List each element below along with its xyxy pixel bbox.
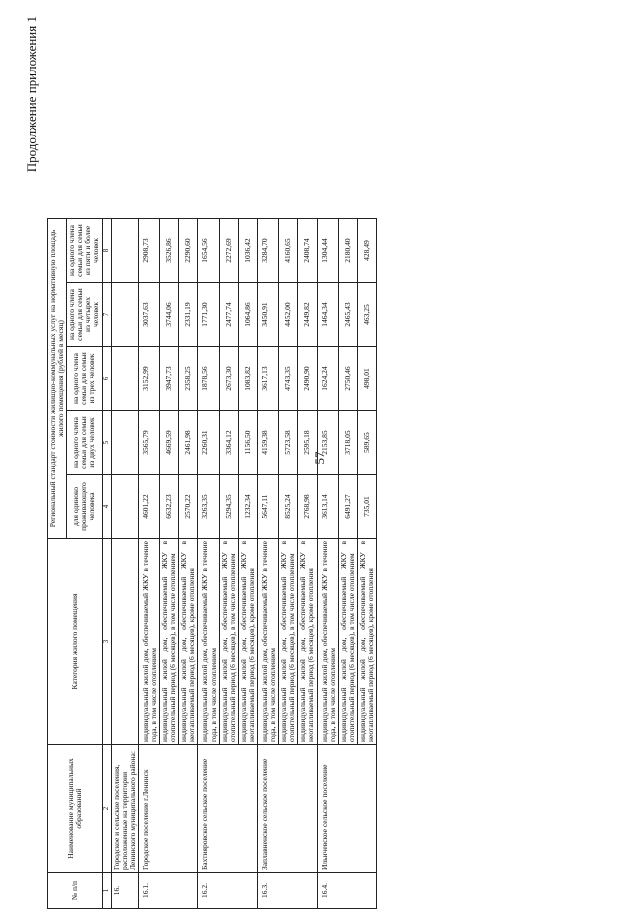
standard-value: 498,01 bbox=[357, 347, 376, 411]
standard-value: 2260,31 bbox=[198, 411, 219, 475]
standard-value: 4669,59 bbox=[160, 411, 179, 475]
municipality-name: Городское поселение г.Ленинск bbox=[138, 745, 198, 873]
table-row bbox=[317, 219, 338, 909]
standard-value: 2477,74 bbox=[219, 283, 238, 347]
standard-value: 2490,90 bbox=[298, 347, 317, 411]
standard-value: 1654,56 bbox=[198, 219, 219, 283]
standard-value: 5723,58 bbox=[279, 411, 298, 475]
header-sub-4: для одиноко проживающего человека bbox=[67, 475, 102, 539]
housing-category: индивидуальный жилой дом, обеспечиваемый ЖКУ в неотапливаемый период (6 месяцев), кроме отопления bbox=[238, 539, 257, 745]
row-num: 16.4. bbox=[317, 873, 377, 909]
standard-value: 1878,56 bbox=[198, 347, 219, 411]
standard-value: 2595,18 bbox=[298, 411, 317, 475]
standard-value: 2673,30 bbox=[219, 347, 238, 411]
standard-value: 2768,98 bbox=[298, 475, 317, 539]
standard-value: 4601,22 bbox=[138, 475, 159, 539]
standard-value: 5294,35 bbox=[219, 475, 238, 539]
standard-value: 463,25 bbox=[357, 283, 376, 347]
standard-value: 3037,63 bbox=[138, 283, 159, 347]
housing-category: индивидуальный жилой дом, обеспечиваемый ЖКУ в течение года, в том числе отоплением bbox=[138, 539, 159, 745]
section-row bbox=[111, 219, 138, 909]
standard-value: 3526,86 bbox=[160, 219, 179, 283]
row-num: 16.2. bbox=[198, 873, 258, 909]
header-col-number: 4 bbox=[102, 475, 111, 539]
standard-value: 2272,69 bbox=[219, 219, 238, 283]
standard-value: 3152,99 bbox=[138, 347, 159, 411]
header-sub-6: на одного члена семьи для семьи из трех человек bbox=[67, 347, 102, 411]
standard-value: 2449,82 bbox=[298, 283, 317, 347]
page-number: 57 bbox=[312, 451, 327, 465]
municipality-name: Заплавненское сельское поселение bbox=[257, 745, 317, 873]
empty-cell bbox=[111, 539, 138, 745]
standard-value: 2750,46 bbox=[338, 347, 357, 411]
standard-value: 428,49 bbox=[357, 219, 376, 283]
standard-value: 1464,34 bbox=[317, 283, 338, 347]
section-name: Городское и сельские поселения, расположенные на территории Ленинского муниципального района: bbox=[111, 745, 138, 873]
empty-cell bbox=[111, 475, 138, 539]
standard-value: 1771,30 bbox=[198, 283, 219, 347]
header-col-number: 2 bbox=[102, 745, 111, 873]
header-num: № п/п bbox=[48, 873, 103, 909]
standard-value: 3718,05 bbox=[338, 411, 357, 475]
header-col-number: 5 bbox=[102, 411, 111, 475]
standard-value: 1083,82 bbox=[238, 347, 257, 411]
housing-category: индивидуальный жилой дом, обеспечиваемый ЖКУ в неотапливаемый период (6 месяцев), кроме отопления bbox=[179, 539, 198, 745]
standard-value: 735,01 bbox=[357, 475, 376, 539]
standard-value: 2358,25 bbox=[179, 347, 198, 411]
standard-value: 4743,35 bbox=[279, 347, 298, 411]
housing-category: индивидуальный жилой дом, обеспечиваемый ЖКУ в отопительный период (6 месяцев), в том числе отоплением bbox=[338, 539, 357, 745]
standard-value: 2908,73 bbox=[138, 219, 159, 283]
header-group: Региональный стандарт стоимости жилищно-коммунальных услуг на нормативную площадь жилого помещения (рублей в месяц) bbox=[48, 219, 67, 539]
header-col-number: 6 bbox=[102, 347, 111, 411]
header-col-number: 3 bbox=[102, 539, 111, 745]
housing-category: индивидуальный жилой дом, обеспечиваемый ЖКУ в течение года, в том числе отоплением bbox=[257, 539, 278, 745]
row-num: 16.3. bbox=[257, 873, 317, 909]
table-row bbox=[138, 219, 159, 909]
municipality-name: Бахтияровское сельское поселение bbox=[198, 745, 258, 873]
standard-value: 1064,86 bbox=[238, 283, 257, 347]
housing-category: индивидуальный жилой дом, обеспечиваемый ЖКУ в неотапливаемый период (6 месяцев), кроме отопления bbox=[357, 539, 376, 745]
standard-value: 3450,91 bbox=[257, 283, 278, 347]
empty-cell bbox=[111, 347, 138, 411]
section-num: 16. bbox=[111, 873, 138, 909]
standard-value: 3744,06 bbox=[160, 283, 179, 347]
standard-value: 6632,23 bbox=[160, 475, 179, 539]
standard-value: 1036,42 bbox=[238, 219, 257, 283]
standard-value: 3613,14 bbox=[317, 475, 338, 539]
standard-value: 3284,70 bbox=[257, 219, 278, 283]
standard-value: 3364,12 bbox=[219, 411, 238, 475]
standard-value: 4160,65 bbox=[279, 219, 298, 283]
table-row bbox=[198, 219, 219, 909]
empty-cell bbox=[111, 219, 138, 283]
standard-value: 3565,79 bbox=[138, 411, 159, 475]
tariff-table bbox=[47, 218, 377, 909]
header-col-number: 1 bbox=[102, 873, 111, 909]
standard-value: 2408,74 bbox=[298, 219, 317, 283]
header-col-number: 7 bbox=[102, 283, 111, 347]
housing-category: индивидуальный жилой дом, обеспечиваемый ЖКУ в течение года, в том числе отоплением bbox=[198, 539, 219, 745]
housing-category: индивидуальный жилой дом, обеспечиваемый ЖКУ в отопительный период (6 месяцев), в том числе отоплением bbox=[219, 539, 238, 745]
standard-value: 1624,24 bbox=[317, 347, 338, 411]
standard-value: 2465,43 bbox=[338, 283, 357, 347]
header-sub-5: на одного члена семьи для семьи из двух человек bbox=[67, 411, 102, 475]
standard-value: 4159,38 bbox=[257, 411, 278, 475]
standard-value: 3947,73 bbox=[160, 347, 179, 411]
header-col-number: 8 bbox=[102, 219, 111, 283]
empty-cell bbox=[111, 411, 138, 475]
municipality-name: Ильичевское сельское поселение bbox=[317, 745, 377, 873]
standard-value: 5647,11 bbox=[257, 475, 278, 539]
housing-category: индивидуальный жилой дом, обеспечиваемый ЖКУ в отопительный период (6 месяцев), в том числе отоплением bbox=[279, 539, 298, 745]
standard-value: 589,65 bbox=[357, 411, 376, 475]
standard-value: 8525,24 bbox=[279, 475, 298, 539]
standard-value: 1232,34 bbox=[238, 475, 257, 539]
standard-value: 2290,60 bbox=[179, 219, 198, 283]
standard-value: 2461,98 bbox=[179, 411, 198, 475]
standard-value: 6491,27 bbox=[338, 475, 357, 539]
continuation-label: Продолжение приложения 1 bbox=[24, 16, 39, 173]
standard-value: 2331,19 bbox=[179, 283, 198, 347]
housing-category: индивидуальный жилой дом, обеспечиваемый ЖКУ в отопительный период (6 месяцев), в том числе отоплением bbox=[160, 539, 179, 745]
standard-value: 3617,13 bbox=[257, 347, 278, 411]
header-sub-7: на одного члена семьи для семьи из четырех человек bbox=[67, 283, 102, 347]
empty-cell bbox=[111, 283, 138, 347]
row-num: 16.1. bbox=[138, 873, 198, 909]
table-row bbox=[257, 219, 278, 909]
standard-value: 2180,40 bbox=[338, 219, 357, 283]
standard-value: 4452,00 bbox=[279, 283, 298, 347]
header-municipality: Наименование муниципальных образований bbox=[48, 745, 103, 873]
standard-value: 1304,44 bbox=[317, 219, 338, 283]
standard-value: 1156,50 bbox=[238, 411, 257, 475]
standard-value: 3263,35 bbox=[198, 475, 219, 539]
header-category: Категория жилого помещения bbox=[48, 539, 103, 745]
standard-value: 2153,85 bbox=[317, 411, 338, 475]
standard-value: 2570,22 bbox=[179, 475, 198, 539]
housing-category: индивидуальный жилой дом, обеспечиваемый ЖКУ в течение года, в том числе отоплением bbox=[317, 539, 338, 745]
housing-category: индивидуальный жилой дом, обеспечиваемый ЖКУ в неотапливаемый период (6 месяцев), кроме отопления bbox=[298, 539, 317, 745]
header-sub-8: на одного члена семьи для семьи из пяти и более человек bbox=[67, 219, 102, 283]
